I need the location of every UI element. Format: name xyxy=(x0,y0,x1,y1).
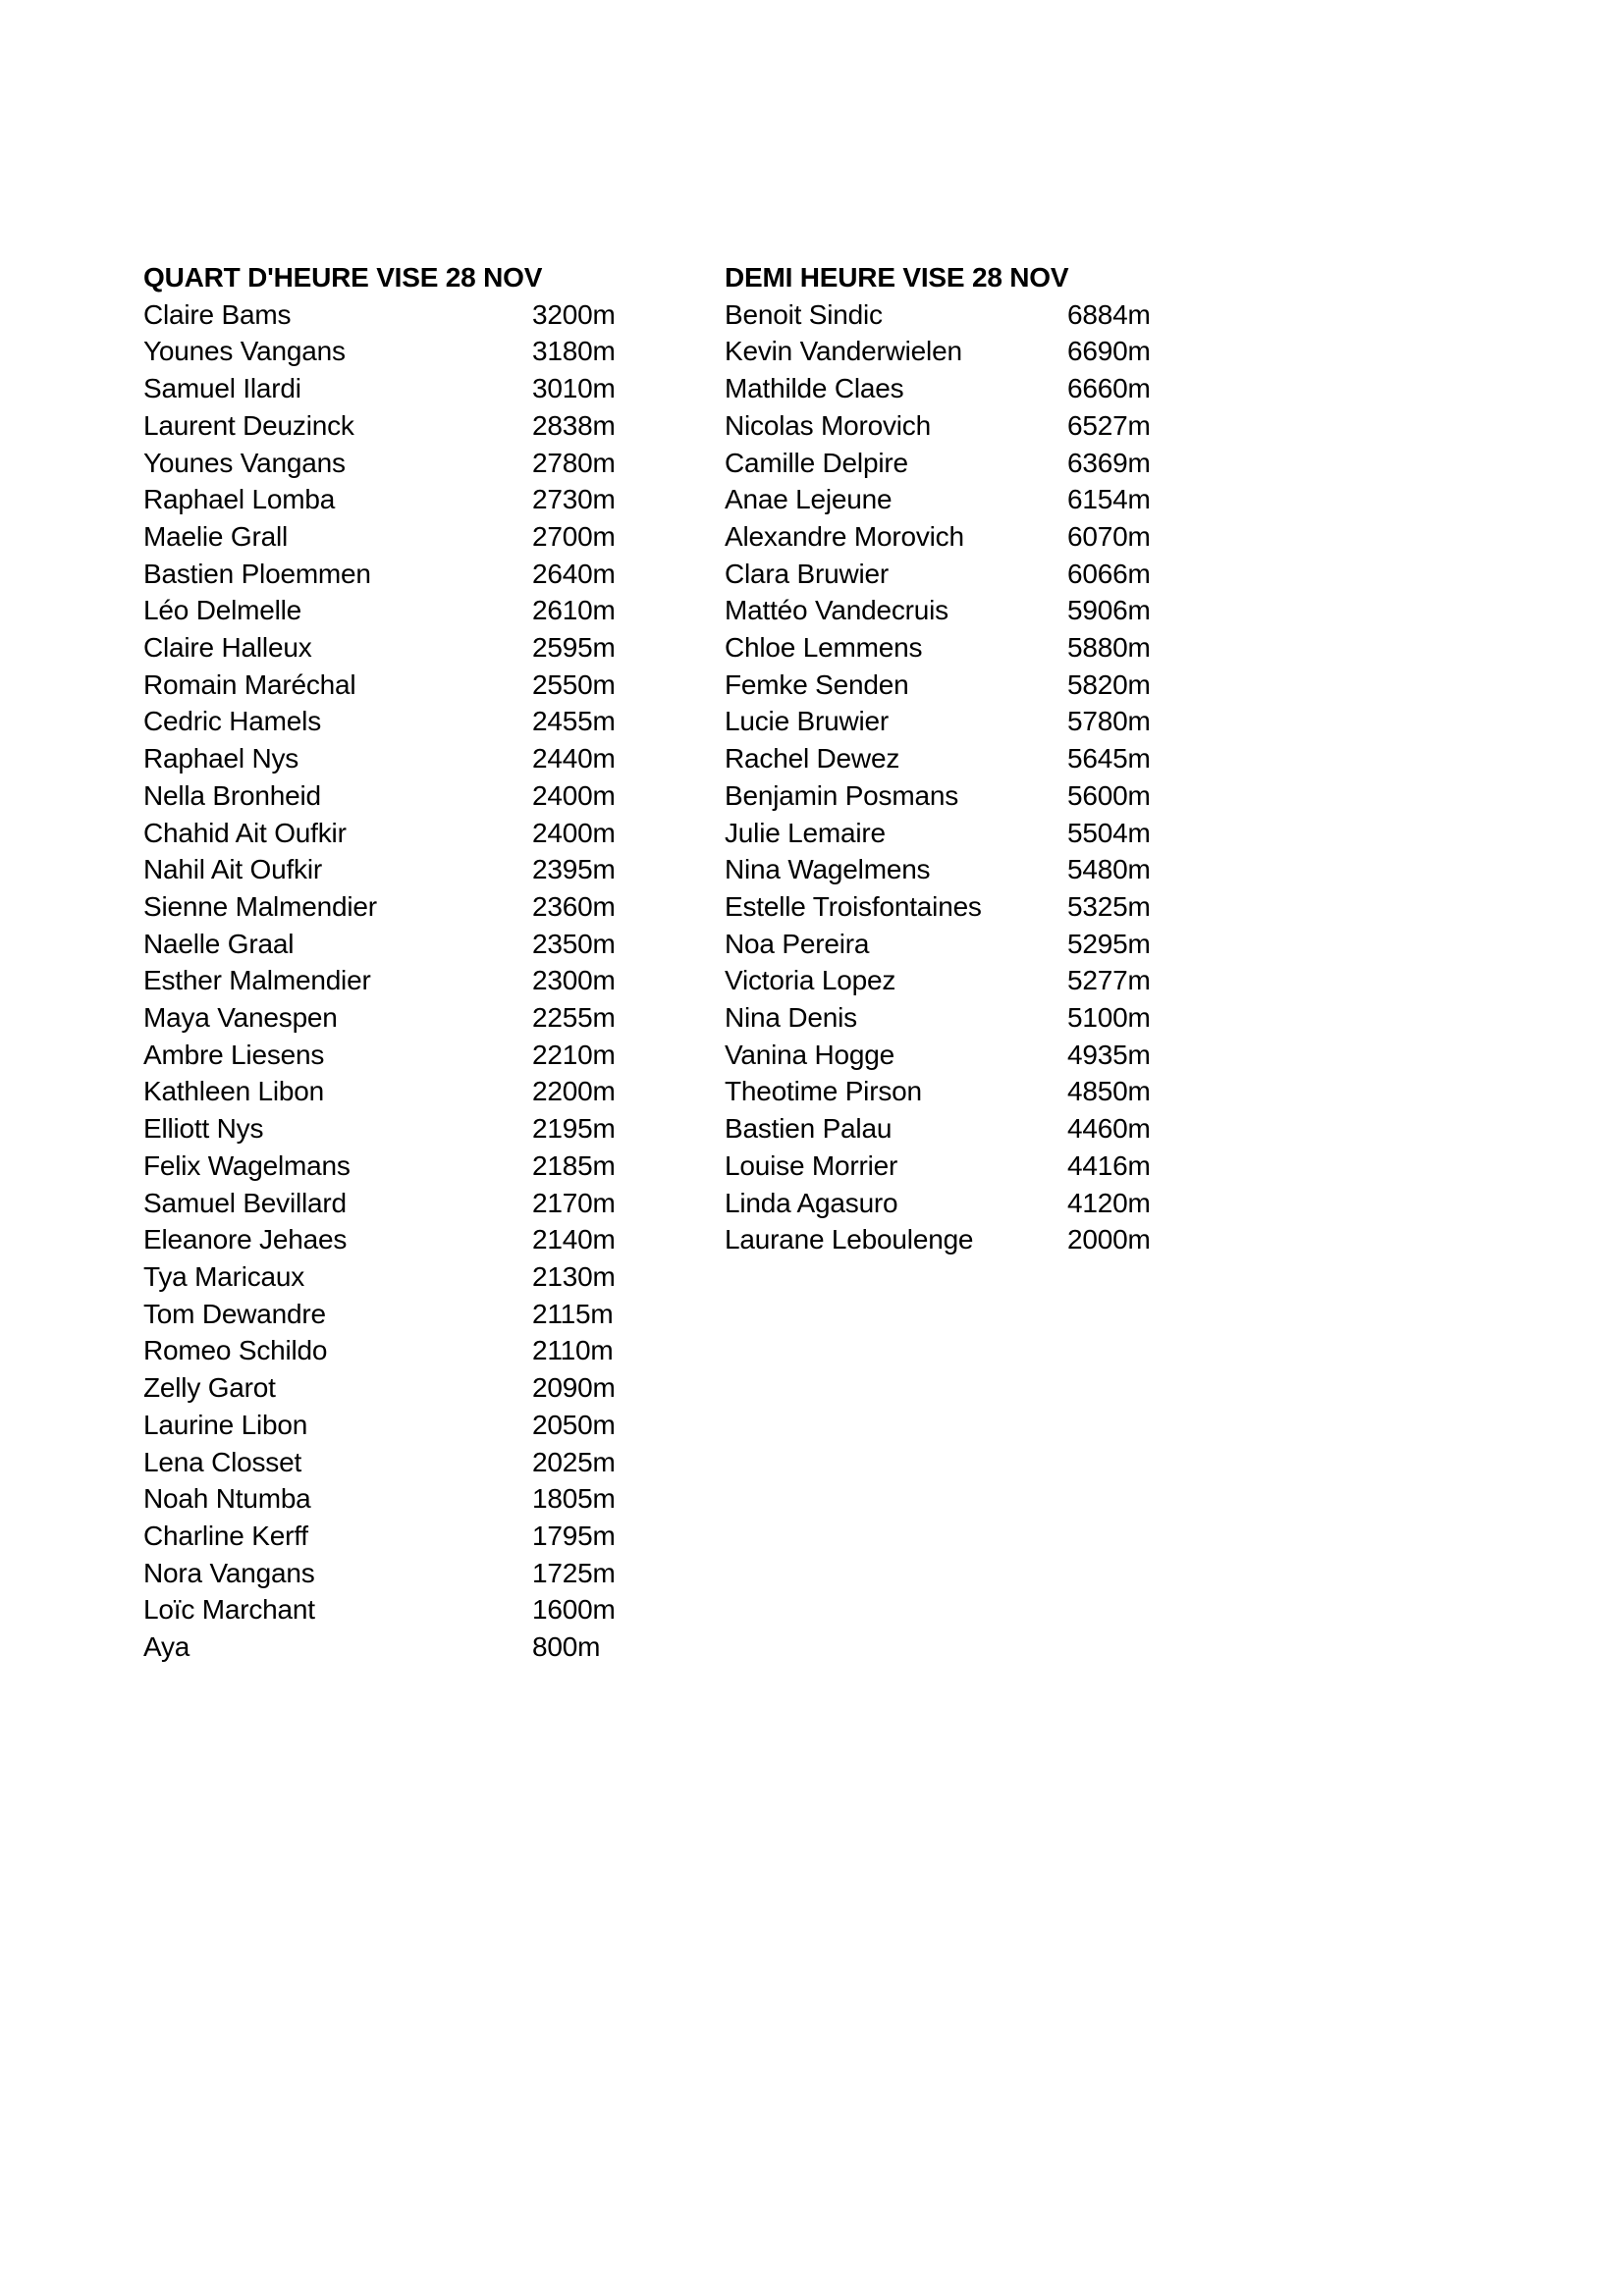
distance-value: 6070m xyxy=(1067,520,1151,552)
result-row xyxy=(725,1073,1149,1110)
athlete-name: Noah Ntumba xyxy=(143,1483,311,1515)
result-row xyxy=(143,1296,615,1333)
athlete-name: Zelly Garot xyxy=(143,1372,276,1404)
athlete-name: Laurine Libon xyxy=(143,1409,308,1440)
athlete-name: Lena Closset xyxy=(143,1446,302,1477)
distance-value: 2210m xyxy=(532,1039,616,1070)
results-column-demi-heure xyxy=(725,259,1149,1258)
distance-value: 2110m xyxy=(532,1335,614,1366)
distance-value: 2140m xyxy=(532,1224,616,1255)
distance-value: 5480m xyxy=(1067,854,1151,885)
result-row xyxy=(725,888,1149,926)
athlete-name: Nina Denis xyxy=(725,1002,857,1034)
result-row xyxy=(725,407,1149,445)
result-row xyxy=(143,445,615,482)
result-row xyxy=(143,1369,615,1407)
distance-value: 2640m xyxy=(532,558,616,589)
distance-value: 2838m xyxy=(532,409,616,441)
result-row xyxy=(143,777,615,815)
distance-value: 1725m xyxy=(532,1557,616,1588)
result-row xyxy=(143,999,615,1037)
distance-value: 2300m xyxy=(532,965,616,996)
athlete-name: Clara Bruwier xyxy=(725,558,889,589)
athlete-name: Felix Wagelmans xyxy=(143,1149,351,1181)
column-title-quart-dheure: QUART D'HEURE VISE 28 NOV xyxy=(143,262,543,293)
athlete-name: Aya xyxy=(143,1631,190,1663)
result-row xyxy=(143,1258,615,1296)
athlete-name: Raphael Lomba xyxy=(143,484,336,515)
distance-value: 2400m xyxy=(532,779,616,811)
distance-value: 1600m xyxy=(532,1594,616,1626)
distance-value: 3010m xyxy=(532,373,616,404)
distance-value: 5906m xyxy=(1067,595,1151,626)
result-row xyxy=(725,740,1149,777)
distance-value: 2115m xyxy=(532,1298,614,1329)
distance-value: 5100m xyxy=(1067,1002,1151,1034)
result-row xyxy=(143,962,615,999)
distance-value: 2455m xyxy=(532,706,616,737)
result-row xyxy=(725,481,1149,518)
result-row xyxy=(725,556,1149,593)
distance-value: 2780m xyxy=(532,447,616,478)
distance-value: 2400m xyxy=(532,817,616,848)
athlete-name: Naelle Graal xyxy=(143,928,295,959)
distance-value: 2350m xyxy=(532,928,616,959)
distance-value: 6154m xyxy=(1067,484,1151,515)
result-row xyxy=(143,556,615,593)
athlete-name: Louise Morrier xyxy=(725,1149,898,1181)
athlete-name: Tom Dewandre xyxy=(143,1298,326,1329)
athlete-name: Younes Vangans xyxy=(143,336,346,367)
result-row xyxy=(143,407,615,445)
distance-value: 2000m xyxy=(1067,1224,1151,1255)
athlete-name: Mathilde Claes xyxy=(725,373,904,404)
athlete-name: Maelie Grall xyxy=(143,520,288,552)
distance-value: 2195m xyxy=(532,1113,616,1145)
distance-value: 6884m xyxy=(1067,298,1151,330)
result-row xyxy=(725,962,1149,999)
result-row xyxy=(143,815,615,852)
distance-value: 2025m xyxy=(532,1446,616,1477)
distance-value: 4850m xyxy=(1067,1076,1151,1107)
athlete-name: Kathleen Libon xyxy=(143,1076,325,1107)
athlete-name: Romain Maréchal xyxy=(143,668,356,700)
athlete-name: Cedric Hamels xyxy=(143,706,321,737)
athlete-name: Romeo Schildo xyxy=(143,1335,328,1366)
athlete-name: Raphael Nys xyxy=(143,743,299,774)
distance-value: 2395m xyxy=(532,854,616,885)
athlete-name: Bastien Palau xyxy=(725,1113,893,1145)
result-row xyxy=(143,888,615,926)
athlete-name: Claire Bams xyxy=(143,298,292,330)
distance-value: 1805m xyxy=(532,1483,616,1515)
distance-value: 2360m xyxy=(532,890,616,922)
athlete-name: Ambre Liesens xyxy=(143,1039,325,1070)
result-row xyxy=(725,370,1149,407)
result-row xyxy=(143,667,615,704)
distance-value: 4416m xyxy=(1067,1149,1151,1181)
athlete-name: Benoit Sindic xyxy=(725,298,883,330)
result-row xyxy=(143,1221,615,1258)
athlete-name: Bastien Ploemmen xyxy=(143,558,371,589)
result-row xyxy=(143,592,615,629)
distance-value: 2730m xyxy=(532,484,616,515)
athlete-name: Nina Wagelmens xyxy=(725,854,931,885)
distance-value: 3200m xyxy=(532,298,616,330)
distance-value: 2130m xyxy=(532,1260,616,1292)
distance-value: 3180m xyxy=(532,336,616,367)
result-row xyxy=(725,926,1149,963)
distance-value: 2170m xyxy=(532,1187,616,1218)
athlete-name: Rachel Dewez xyxy=(725,743,900,774)
athlete-name: Estelle Troisfontaines xyxy=(725,890,982,922)
athlete-name: Anae Lejeune xyxy=(725,484,893,515)
athlete-name: Lucie Bruwier xyxy=(725,706,890,737)
distance-value: 2700m xyxy=(532,520,616,552)
distance-value: 2255m xyxy=(532,1002,616,1034)
athlete-name: Alexandre Morovich xyxy=(725,520,964,552)
result-row xyxy=(143,1518,615,1555)
distance-value: 4120m xyxy=(1067,1187,1151,1218)
result-row xyxy=(725,999,1149,1037)
result-row xyxy=(725,1110,1149,1148)
distance-value: 5645m xyxy=(1067,743,1151,774)
distance-value: 5880m xyxy=(1067,632,1151,664)
athlete-name: Laurane Leboulenge xyxy=(725,1224,974,1255)
result-row xyxy=(143,1037,615,1074)
athlete-name: Sienne Malmendier xyxy=(143,890,377,922)
athlete-name: Theotime Pirson xyxy=(725,1076,922,1107)
result-row xyxy=(143,1480,615,1518)
result-row xyxy=(143,481,615,518)
distance-value: 1795m xyxy=(532,1520,616,1551)
athlete-name: Noa Pereira xyxy=(725,928,870,959)
distance-value: 5504m xyxy=(1067,817,1151,848)
result-row xyxy=(143,1444,615,1481)
distance-value: 5325m xyxy=(1067,890,1151,922)
athlete-name: Chahid Ait Oufkir xyxy=(143,817,347,848)
distance-value: 800m xyxy=(532,1631,601,1663)
distance-value: 2550m xyxy=(532,668,616,700)
result-row xyxy=(143,1555,615,1592)
result-row xyxy=(143,333,615,370)
result-row xyxy=(725,445,1149,482)
result-row xyxy=(725,296,1149,334)
athlete-name: Benjamin Posmans xyxy=(725,779,959,811)
distance-value: 2595m xyxy=(532,632,616,664)
distance-value: 6660m xyxy=(1067,373,1151,404)
result-row xyxy=(143,1148,615,1185)
athlete-name: Camille Delpire xyxy=(725,447,908,478)
result-row xyxy=(143,926,615,963)
athlete-name: Nicolas Morovich xyxy=(725,409,931,441)
athlete-name: Mattéo Vandecruis xyxy=(725,595,948,626)
results-list-demi-heure xyxy=(725,296,1149,1258)
athlete-name: Nora Vangans xyxy=(143,1557,315,1588)
athlete-name: Nella Bronheid xyxy=(143,779,321,811)
result-row xyxy=(143,703,615,740)
result-row xyxy=(143,1629,615,1666)
result-row xyxy=(143,370,615,407)
athlete-name: Samuel Ilardi xyxy=(143,373,301,404)
result-row xyxy=(725,815,1149,852)
result-row xyxy=(725,629,1149,667)
result-row xyxy=(725,1185,1149,1222)
result-row xyxy=(725,592,1149,629)
athlete-name: Loïc Marchant xyxy=(143,1594,315,1626)
athlete-name: Linda Agasuro xyxy=(725,1187,898,1218)
results-column-quart-dheure xyxy=(143,259,615,1666)
result-row xyxy=(725,703,1149,740)
distance-value: 5277m xyxy=(1067,965,1151,996)
result-row xyxy=(143,1407,615,1444)
distance-value: 6527m xyxy=(1067,409,1151,441)
athlete-name: Victoria Lopez xyxy=(725,965,896,996)
result-row xyxy=(725,777,1149,815)
result-row xyxy=(143,740,615,777)
athlete-name: Julie Lemaire xyxy=(725,817,886,848)
distance-value: 4935m xyxy=(1067,1039,1151,1070)
distance-value: 2090m xyxy=(532,1372,616,1404)
result-row xyxy=(725,1037,1149,1074)
athlete-name: Nahil Ait Oufkir xyxy=(143,854,322,885)
result-row xyxy=(143,851,615,888)
athlete-name: Laurent Deuzinck xyxy=(143,409,354,441)
result-row xyxy=(143,518,615,556)
result-row xyxy=(143,1110,615,1148)
result-row xyxy=(143,1591,615,1629)
distance-value: 2610m xyxy=(532,595,616,626)
distance-value: 2440m xyxy=(532,743,616,774)
distance-value: 5600m xyxy=(1067,779,1151,811)
result-row xyxy=(725,667,1149,704)
athlete-name: Maya Vanespen xyxy=(143,1002,338,1034)
distance-value: 5295m xyxy=(1067,928,1151,959)
athlete-name: Eleanore Jehaes xyxy=(143,1224,348,1255)
athlete-name: Femke Senden xyxy=(725,668,909,700)
result-row xyxy=(725,1148,1149,1185)
athlete-name: Léo Delmelle xyxy=(143,595,302,626)
distance-value: 6690m xyxy=(1067,336,1151,367)
results-list-quart-dheure xyxy=(143,296,615,1666)
distance-value: 5780m xyxy=(1067,706,1151,737)
athlete-name: Elliott Nys xyxy=(143,1113,264,1145)
distance-value: 6066m xyxy=(1067,558,1151,589)
distance-value: 6369m xyxy=(1067,447,1151,478)
result-row xyxy=(143,629,615,667)
result-row xyxy=(143,1185,615,1222)
athlete-name: Chloe Lemmens xyxy=(725,632,923,664)
distance-value: 4460m xyxy=(1067,1113,1151,1145)
result-row xyxy=(725,333,1149,370)
athlete-name: Vanina Hogge xyxy=(725,1039,894,1070)
athlete-name: Charline Kerff xyxy=(143,1520,308,1551)
athlete-name: Kevin Vanderwielen xyxy=(725,336,962,367)
athlete-name: Claire Halleux xyxy=(143,632,312,664)
result-row xyxy=(725,1221,1149,1258)
athlete-name: Samuel Bevillard xyxy=(143,1187,347,1218)
distance-value: 2050m xyxy=(532,1409,616,1440)
athlete-name: Younes Vangans xyxy=(143,447,346,478)
column-title-demi-heure: DEMI HEURE VISE 28 NOV xyxy=(725,262,1069,293)
result-row xyxy=(725,851,1149,888)
athlete-name: Tya Maricaux xyxy=(143,1260,305,1292)
athlete-name: Esther Malmendier xyxy=(143,965,371,996)
distance-value: 2185m xyxy=(532,1149,616,1181)
distance-value: 5820m xyxy=(1067,668,1151,700)
result-row xyxy=(143,1073,615,1110)
result-row xyxy=(725,518,1149,556)
distance-value: 2200m xyxy=(532,1076,616,1107)
result-row xyxy=(143,1332,615,1369)
result-row xyxy=(143,296,615,334)
